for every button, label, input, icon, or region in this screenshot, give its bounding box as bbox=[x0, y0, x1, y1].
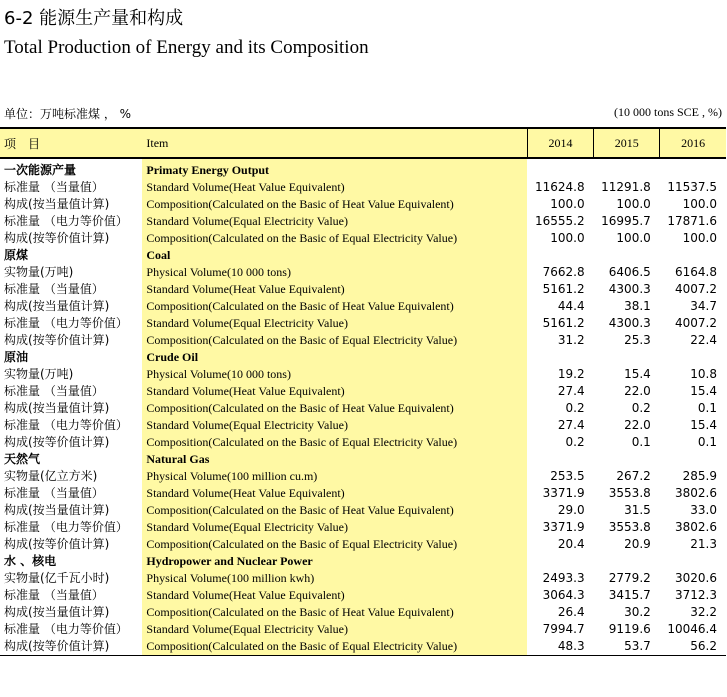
value-cell: 15.4 bbox=[690, 418, 717, 432]
value-cell: 3064.3 bbox=[542, 588, 585, 602]
table-row bbox=[0, 519, 726, 536]
energy-production-table bbox=[0, 127, 726, 656]
table-row bbox=[0, 400, 726, 417]
table-row bbox=[0, 621, 726, 638]
value-cell: 4300.3 bbox=[608, 316, 651, 330]
row-label-en: Composition(Calculated on the Basic of Equal Electricity Value) bbox=[142, 536, 527, 553]
row-label-en: Standard Volume(Equal Electricity Value) bbox=[142, 417, 527, 434]
value-cell: 253.5 bbox=[550, 469, 585, 483]
value-cell bbox=[594, 247, 660, 264]
table-row bbox=[0, 587, 726, 604]
row-label-en: Composition(Calculated on the Basic of Equal Electricity Value) bbox=[142, 230, 527, 247]
value-cell bbox=[660, 553, 726, 570]
row-label-cn: 构成(按当量值计算) bbox=[4, 197, 110, 211]
row-label-en: Physical Volume(10 000 tons) bbox=[142, 366, 527, 383]
table-row bbox=[0, 638, 726, 656]
row-label-en: Composition(Calculated on the Basic of Equal Electricity Value) bbox=[142, 434, 527, 451]
row-label-en: Composition(Calculated on the Basic of Heat Value Equivalent) bbox=[142, 196, 527, 213]
header-year: 2014 bbox=[527, 128, 593, 158]
row-label-en: Composition(Calculated on the Basic of Heat Value Equivalent) bbox=[142, 502, 527, 519]
value-cell: 6164.8 bbox=[675, 265, 717, 279]
row-label-en: Physical Volume(100 million cu.m) bbox=[142, 468, 527, 485]
value-cell: 0.2 bbox=[565, 401, 585, 415]
row-label-cn: 标准量 （当量值） bbox=[4, 384, 104, 398]
value-cell: 4300.3 bbox=[608, 282, 651, 296]
row-label-cn: 标准量 （电力等价值） bbox=[4, 418, 128, 432]
table-body bbox=[0, 158, 726, 656]
section-label-en: Natural Gas bbox=[142, 451, 527, 468]
row-label-cn: 构成(按等价值计算) bbox=[4, 333, 110, 347]
value-cell: 6406.5 bbox=[608, 265, 651, 279]
value-cell bbox=[527, 451, 593, 468]
header-year: 2016 bbox=[660, 128, 726, 158]
value-cell: 22.0 bbox=[624, 384, 651, 398]
value-cell: 22.4 bbox=[690, 333, 717, 347]
table-row bbox=[0, 417, 726, 434]
value-cell: 32.2 bbox=[690, 605, 717, 619]
table-row bbox=[0, 230, 726, 247]
value-cell: 4007.2 bbox=[675, 316, 717, 330]
value-cell: 100.0 bbox=[550, 231, 585, 245]
value-cell: 26.4 bbox=[557, 605, 585, 619]
section-label-en: Hydropower and Nuclear Power bbox=[142, 553, 527, 570]
table-row bbox=[0, 213, 726, 230]
unit-label-en: (10 000 tons SCE , %) bbox=[614, 105, 722, 119]
value-cell bbox=[527, 247, 593, 264]
row-label-en: Standard Volume(Equal Electricity Value) bbox=[142, 213, 527, 230]
row-label-en: Standard Volume(Equal Electricity Value) bbox=[142, 315, 527, 332]
value-cell: 3712.3 bbox=[675, 588, 717, 602]
header-year: 2015 bbox=[594, 128, 660, 158]
value-cell: 27.4 bbox=[557, 418, 585, 432]
value-cell: 16555.2 bbox=[534, 214, 585, 228]
value-cell: 7662.8 bbox=[542, 265, 585, 279]
row-label-cn: 标准量 （电力等价值） bbox=[4, 214, 128, 228]
value-cell: 38.1 bbox=[624, 299, 651, 313]
table-row bbox=[0, 570, 726, 587]
value-cell: 29.0 bbox=[557, 503, 585, 517]
table-row bbox=[0, 468, 726, 485]
value-cell: 56.2 bbox=[660, 638, 726, 656]
value-cell bbox=[527, 349, 593, 366]
section-row bbox=[0, 162, 726, 179]
section-label-en: Primaty Energy Output bbox=[142, 162, 527, 179]
row-label-en: Composition(Calculated on the Basic of Equal Electricity Value) bbox=[142, 638, 527, 656]
value-cell: 100.0 bbox=[550, 197, 585, 211]
row-label-en: Composition(Calculated on the Basic of Heat Value Equivalent) bbox=[142, 604, 527, 621]
section-label-cn: 原煤 bbox=[4, 248, 29, 262]
row-label-cn: 构成(按等价值计算) bbox=[4, 435, 110, 449]
value-cell: 27.4 bbox=[557, 384, 585, 398]
value-cell: 0.1 bbox=[697, 401, 717, 415]
value-cell: 15.4 bbox=[690, 384, 717, 398]
table-row bbox=[0, 366, 726, 383]
value-cell: 17871.6 bbox=[667, 214, 717, 228]
section-row bbox=[0, 349, 726, 366]
value-cell bbox=[527, 162, 593, 179]
value-cell: 11624.8 bbox=[534, 180, 585, 194]
value-cell: 100.0 bbox=[682, 231, 717, 245]
value-cell bbox=[660, 247, 726, 264]
value-cell: 9119.6 bbox=[608, 622, 651, 636]
section-label-cn: 水 、核电 bbox=[4, 554, 57, 568]
value-cell: 285.9 bbox=[682, 469, 717, 483]
row-label-cn: 标准量 （当量值） bbox=[4, 282, 104, 296]
table-row bbox=[0, 196, 726, 213]
section-label-en: Coal bbox=[142, 247, 527, 264]
value-cell: 19.2 bbox=[557, 367, 585, 381]
row-label-cn: 标准量 （当量值） bbox=[4, 486, 104, 500]
table-row bbox=[0, 383, 726, 400]
table-header-row bbox=[0, 128, 726, 158]
table-row bbox=[0, 502, 726, 519]
value-cell: 7994.7 bbox=[542, 622, 585, 636]
row-label-en: Composition(Calculated on the Basic of Equal Electricity Value) bbox=[142, 332, 527, 349]
value-cell: 0.2 bbox=[631, 401, 651, 415]
table-row bbox=[0, 281, 726, 298]
page-title-cn: 6-2 能源生产量和构成 bbox=[4, 8, 184, 29]
table-row bbox=[0, 298, 726, 315]
value-cell: 100.0 bbox=[616, 197, 651, 211]
row-label-cn: 实物量(万吨) bbox=[4, 265, 74, 279]
page-title-en: Total Production of Energy and its Composition bbox=[4, 37, 369, 58]
value-cell: 16995.7 bbox=[601, 214, 651, 228]
value-cell: 20.4 bbox=[557, 537, 585, 551]
row-label-cn: 构成(按等价值计算) bbox=[4, 537, 110, 551]
value-cell bbox=[660, 162, 726, 179]
table-row bbox=[0, 315, 726, 332]
row-label-cn: 构成(按当量值计算) bbox=[4, 605, 110, 619]
row-label-cn: 实物量(万吨) bbox=[4, 367, 74, 381]
value-cell: 0.1 bbox=[697, 435, 717, 449]
row-label-cn: 标准量 （当量值） bbox=[4, 588, 104, 602]
section-row bbox=[0, 451, 726, 468]
row-label-cn: 标准量 （当量值） bbox=[4, 180, 104, 194]
table-row bbox=[0, 434, 726, 451]
value-cell: 3020.6 bbox=[675, 571, 717, 585]
row-label-en: Standard Volume(Heat Value Equivalent) bbox=[142, 485, 527, 502]
table-row bbox=[0, 264, 726, 281]
table-row bbox=[0, 332, 726, 349]
value-cell: 5161.2 bbox=[542, 316, 585, 330]
value-cell: 11537.5 bbox=[667, 180, 717, 194]
table-row bbox=[0, 485, 726, 502]
row-label-cn: 构成(按当量值计算) bbox=[4, 299, 110, 313]
header-item-cn: 项 目 bbox=[0, 128, 142, 158]
row-label-cn: 标准量 （电力等价值） bbox=[4, 520, 128, 534]
value-cell bbox=[594, 162, 660, 179]
row-label-en: Standard Volume(Equal Electricity Value) bbox=[142, 519, 527, 536]
value-cell: 33.0 bbox=[690, 503, 717, 517]
value-cell: 267.2 bbox=[616, 469, 651, 483]
row-label-cn: 构成(按当量值计算) bbox=[4, 401, 110, 415]
value-cell: 11291.8 bbox=[601, 180, 651, 194]
value-cell bbox=[660, 451, 726, 468]
value-cell bbox=[660, 349, 726, 366]
table-row bbox=[0, 179, 726, 196]
value-cell: 3415.7 bbox=[608, 588, 651, 602]
value-cell: 0.2 bbox=[565, 435, 585, 449]
section-label-cn: 天然气 bbox=[4, 452, 41, 466]
value-cell: 2493.3 bbox=[542, 571, 585, 585]
row-label-cn: 实物量(亿立方米) bbox=[4, 469, 98, 483]
value-cell: 34.7 bbox=[690, 299, 717, 313]
row-label-en: Standard Volume(Equal Electricity Value) bbox=[142, 621, 527, 638]
row-label-en: Physical Volume(100 million kwh) bbox=[142, 570, 527, 587]
value-cell: 3802.6 bbox=[675, 486, 717, 500]
value-cell: 21.3 bbox=[690, 537, 717, 551]
section-label-en: Crude Oil bbox=[142, 349, 527, 366]
value-cell: 100.0 bbox=[682, 197, 717, 211]
row-label-en: Standard Volume(Heat Value Equivalent) bbox=[142, 179, 527, 196]
value-cell: 48.3 bbox=[527, 638, 593, 656]
value-cell bbox=[594, 451, 660, 468]
value-cell: 100.0 bbox=[616, 231, 651, 245]
section-label-cn: 原油 bbox=[4, 350, 29, 364]
value-cell bbox=[594, 553, 660, 570]
value-cell: 25.3 bbox=[624, 333, 651, 347]
value-cell: 3371.9 bbox=[542, 520, 585, 534]
value-cell: 2779.2 bbox=[608, 571, 651, 585]
value-cell: 31.2 bbox=[557, 333, 585, 347]
row-label-cn: 标准量 （电力等价值） bbox=[4, 622, 128, 636]
energy-table-container bbox=[0, 127, 726, 656]
value-cell: 15.4 bbox=[624, 367, 651, 381]
value-cell: 20.9 bbox=[624, 537, 651, 551]
value-cell: 10046.4 bbox=[667, 622, 717, 636]
value-cell bbox=[527, 553, 593, 570]
value-cell: 10.8 bbox=[690, 367, 717, 381]
table-row bbox=[0, 536, 726, 553]
value-cell: 31.5 bbox=[624, 503, 651, 517]
row-label-cn: 构成(按等价值计算) bbox=[4, 231, 110, 245]
value-cell: 3553.8 bbox=[608, 520, 651, 534]
section-label-cn: 一次能源产量 bbox=[4, 163, 77, 177]
value-cell: 4007.2 bbox=[675, 282, 717, 296]
value-cell: 30.2 bbox=[624, 605, 651, 619]
row-label-en: Physical Volume(10 000 tons) bbox=[142, 264, 527, 281]
value-cell: 53.7 bbox=[594, 638, 660, 656]
row-label-cn: 标准量 （电力等价值） bbox=[4, 316, 128, 330]
row-label-en: Standard Volume(Heat Value Equivalent) bbox=[142, 587, 527, 604]
row-label-cn: 实物量(亿千瓦小时) bbox=[4, 571, 110, 585]
row-label-en: Composition(Calculated on the Basic of Heat Value Equivalent) bbox=[142, 400, 527, 417]
value-cell: 0.1 bbox=[631, 435, 651, 449]
row-label-en: Standard Volume(Heat Value Equivalent) bbox=[142, 281, 527, 298]
row-label-cn: 构成(按等价值计算) bbox=[0, 638, 142, 656]
row-label-en: Standard Volume(Heat Value Equivalent) bbox=[142, 383, 527, 400]
row-label-cn: 构成(按当量值计算) bbox=[4, 503, 110, 517]
value-cell: 3553.8 bbox=[608, 486, 651, 500]
value-cell: 44.4 bbox=[557, 299, 585, 313]
value-cell: 5161.2 bbox=[542, 282, 585, 296]
table-row bbox=[0, 604, 726, 621]
value-cell: 3802.6 bbox=[675, 520, 717, 534]
row-label-en: Composition(Calculated on the Basic of Heat Value Equivalent) bbox=[142, 298, 527, 315]
value-cell: 22.0 bbox=[624, 418, 651, 432]
unit-label-cn: 单位：万吨标准煤 ， % bbox=[4, 107, 132, 121]
value-cell bbox=[594, 349, 660, 366]
section-row bbox=[0, 553, 726, 570]
value-cell: 3371.9 bbox=[542, 486, 585, 500]
header-item-en: Item bbox=[142, 128, 527, 158]
section-row bbox=[0, 247, 726, 264]
